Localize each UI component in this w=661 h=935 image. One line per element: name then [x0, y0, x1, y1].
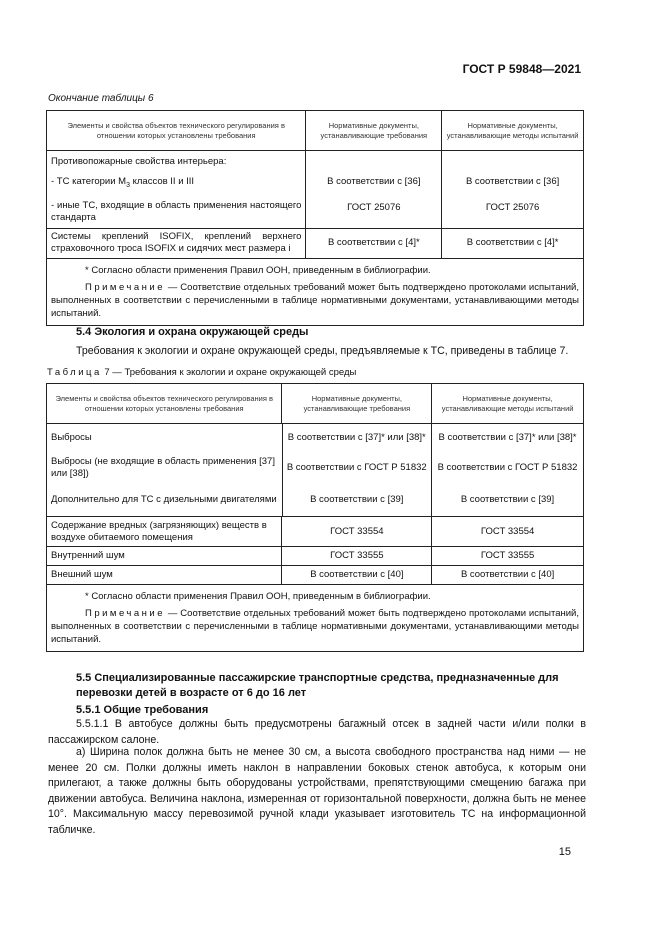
- section-5-5-1-title: 5.5.1 Общие требования: [76, 704, 209, 716]
- cell: В соответствии с [39]: [282, 484, 431, 516]
- page-number: 15: [558, 846, 571, 858]
- table-row: [47, 424, 584, 517]
- table-row: [47, 585, 584, 652]
- paragraph-a: а) Ширина полок должна быть не менее 30 см, а высота свободного пространства над ними — не менее 20 см. Полки должны иметь наклон в направлении боковых стенок автобуса, к которым они прилегают, а также должны быть оборудованы устройствами, препятствующими смещению багажа при движении автобуса. Величина наклона, измеренная от горизонтальной поверхности, должна быть не менее 10°. Максимальную массу перевозимой ручной клади указывает изготовитель ТС на информационной табличке.: [48, 746, 586, 836]
- cell: Выбросы (не входящие в область применения [37] или [38]): [47, 452, 282, 484]
- cell: В соответствии с [4]*: [306, 228, 442, 258]
- cell: В соответствии с [40]: [432, 566, 584, 585]
- cell: В соответствии с ГОСТ Р 51832: [437, 462, 578, 473]
- cell: В соответствии с [37]* или [38]*: [438, 432, 577, 443]
- table6: [46, 110, 584, 326]
- cell: Содержание вредных (загрязняющих) веществ в воздухе обитаемого помещения: [47, 517, 282, 547]
- table6-caption: Окончание таблицы 6: [48, 93, 154, 104]
- table-row: [47, 228, 584, 258]
- section-5-4-text: Требования к экологии и охране окружающей среды, предъявляемые к ТС, приведены в таблице 7.: [76, 345, 569, 357]
- footnote: * Согласно области применения Правил ООН, приведенным в библиографии.: [85, 591, 431, 602]
- cell: ГОСТ 25076: [485, 202, 540, 214]
- cell: Дополнительно для ТС с дизельными двигателями: [47, 484, 282, 516]
- cell: ГОСТ 33554: [282, 517, 432, 547]
- table7-header-2: Нормативные документы, устанавливающие требования: [282, 384, 432, 424]
- cell: Выбросы: [47, 424, 282, 452]
- table6-header-3: Нормативные документы, устанавливающие методы испытаний: [442, 111, 584, 151]
- table6-header-2: Нормативные документы, устанавливающие требования: [306, 111, 442, 151]
- cell: ГОСТ 33554: [432, 517, 584, 547]
- table-row: [47, 517, 584, 547]
- table6-note: Примечание — Соответствие отдельных требований может быть подтверждено протоколами испытаний, выполненных в соответствии с перечисленными в таблице нормативными документами, устанавливающими методы испытаний.: [51, 281, 579, 319]
- document-code: ГОСТ Р 59848—2021: [462, 62, 581, 76]
- section-5-5-title: 5.5 Специализированные пассажирские транспортные средства, предназначенные для перевозки детей в возрасте от 6 до 16 лет: [76, 672, 559, 699]
- table-row: [47, 566, 584, 585]
- m3-label: - ТС категории $M_3$ классов II и III: [51, 176, 195, 189]
- cell: В соответствии с [36]: [465, 176, 560, 188]
- cell: Внешний шум: [47, 566, 282, 585]
- footnote: * Согласно области применения Правил ООН, приведенным в библиографии.: [85, 264, 431, 276]
- fire-props-label: Противопожарные свойства интерьера:: [51, 156, 227, 167]
- isofix-label: Системы креплений ISOFIX, креплений верхнего страховочного троса ISOFIX и сидячих мест размера i: [47, 228, 306, 258]
- table-row: [47, 258, 584, 325]
- table7: [46, 383, 584, 652]
- table7-header-3: Нормативные документы, устанавливающие методы испытаний: [432, 384, 584, 424]
- table7-caption: Таблица 7 — Требования к экологии и охране окружающей среды: [47, 367, 357, 378]
- table7-header-1: Элементы и свойства объектов технического регулирования в отношении которых установлены требования: [47, 384, 282, 424]
- cell: В соответствии с ГОСТ Р 51832: [282, 452, 431, 484]
- cell: Внутренний шум: [47, 547, 282, 566]
- cell: В соответствии с [37]* или [38]*: [282, 424, 431, 452]
- section-5-4-title: 5.4 Экология и охрана окружающей среды: [76, 326, 309, 338]
- table-row: [47, 151, 584, 229]
- cell: ГОСТ 33555: [282, 547, 432, 566]
- table7-note: Примечание — Соответствие отдельных требований может быть подтверждено протоколами испытаний, выполненных в соответствии с перечисленными в таблице нормативными документами, устанавливающими методы испытаний.: [51, 608, 579, 645]
- cell: В соответствии с [40]: [282, 566, 432, 585]
- other-ts-label: - иные ТС, входящие в область применения настоящего стандарта: [51, 199, 302, 223]
- table-row: [47, 547, 584, 566]
- paragraph-5-5-1-1: 5.5.1.1 В автобусе должны быть предусмотрены багажный отсек в задней части и/или полки в пассажирском салоне.: [48, 718, 586, 746]
- cell: В соответствии с [4]*: [442, 228, 584, 258]
- cell: В соответствии с [39]: [460, 494, 555, 505]
- table6-header-1: Элементы и свойства объектов технического регулирования в отношении которых установлены требования: [47, 111, 306, 151]
- cell: ГОСТ 25076: [347, 202, 401, 214]
- cell: В соответствии с [36]: [327, 176, 421, 188]
- cell: ГОСТ 33555: [432, 547, 584, 566]
